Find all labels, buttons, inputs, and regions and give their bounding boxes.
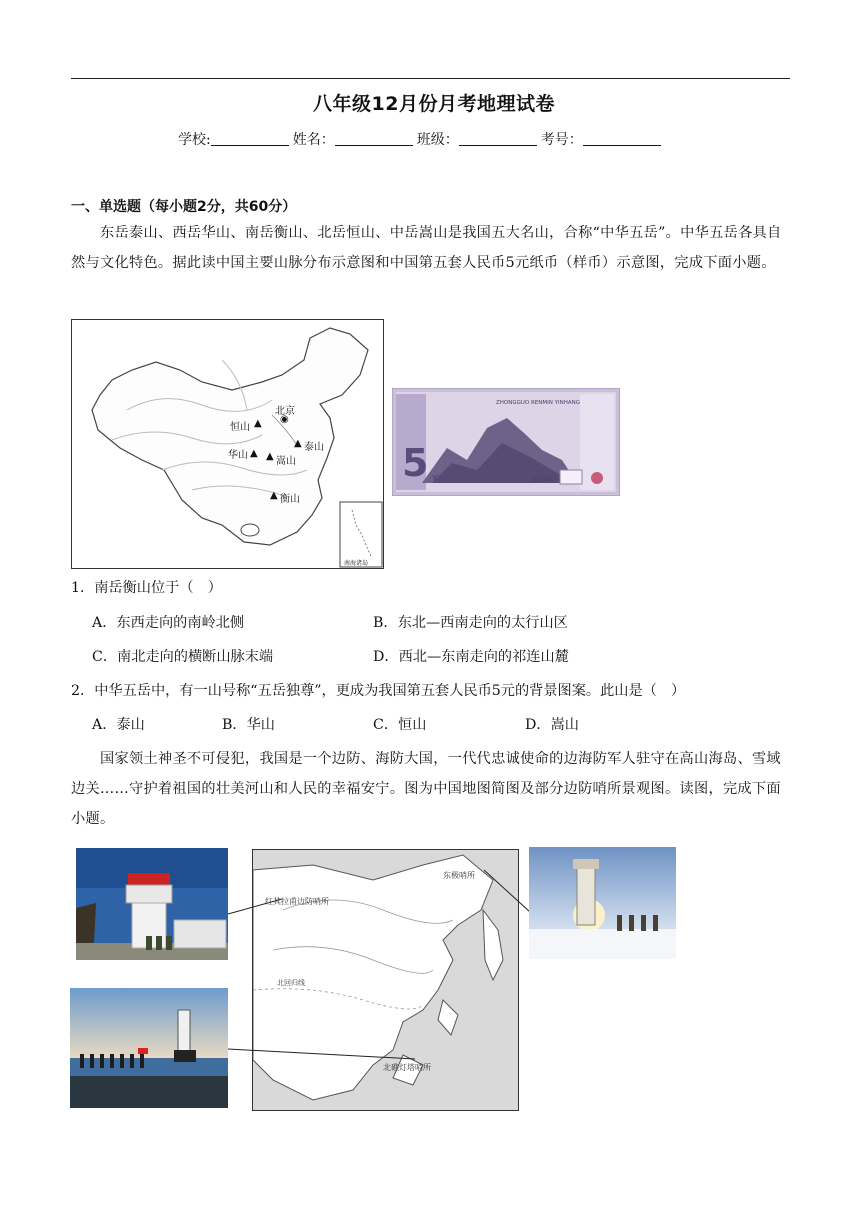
tropic-label: 北回归线 [277,979,305,987]
connector-line-south [228,1049,415,1059]
q1-option-a: A．东西走向的南岭北侧 [92,615,245,631]
passage-1: 东岳泰山、西岳华山、南岳衡山、北岳恒山、中岳嵩山是我国五大名山，合称“中华五岳”。中华五岳各具自然与文化特色。据此读中国主要山脉分布示意图和中国第五套人民币5元纸币（样币）示意图，完成下面小题。 [71,225,782,271]
exam-no-label: 考号： [540,132,583,148]
banknote-year: 2020年 [532,477,554,484]
q1-option-d: D．西北—东南走向的祁连山麓 [373,649,569,665]
hengshan-south-label: 衡山 [280,494,300,505]
snow-sentry-image [529,847,676,959]
name-label: 姓名： [292,132,335,148]
inset-label: 南海诸岛 [344,560,369,567]
banknote-digit: 5 [402,441,429,485]
hengshan-north-label: 恒山 [230,422,250,433]
taishan-label: 泰山 [304,442,324,453]
connector-line-northeast [484,870,530,912]
banknote-top-text: ZHONGGUO RENMIN YINHANG [496,400,580,406]
huashan-label: 华山 [228,450,248,461]
q2-option-d: D．嵩山 [525,717,579,733]
mountain-marker-icon: ▲ [254,418,262,429]
page-title: 八年级12月份月考地理试卷 [313,93,555,115]
mountain-marker-icon: ▲ [266,451,274,462]
q2-option-c: C．恒山 [373,717,427,733]
mountain-marker-icon: ▲ [250,448,258,459]
q1-option-c: C．南北走向的横断山脉末端 [92,649,274,665]
south-post-label: 北礁灯塔哨所 [383,1063,431,1072]
question-2-stem: 2．中华五岳中，有一山号称“五岳独尊”，更成为我国第五套人民币5元的背景图案。此山是（ ） [71,683,686,699]
northwest-post-label: 红其拉甫边防哨所 [265,897,329,906]
class-label: 班级： [416,132,459,148]
capital-symbol-icon: ◉ [280,414,289,425]
q1-option-b: B．东北—西南走向的太行山区 [373,615,568,631]
mountain-marker-icon: ▲ [294,438,302,449]
connector-line-northwest [228,899,282,914]
songshan-label: 嵩山 [276,456,296,467]
section-heading: 一、单选题（每小题2分，共60分） [71,199,297,215]
passage-2: 国家领土神圣不可侵犯，我国是一个边防、海防大国，一代代忠诚使命的边海防军人驻守在高山海岛、雪域边关……守护着祖国的壮美河山和人民的幸福安宁。图为中国地图简图及部分边防哨所景观图。读图，完成下面小题。 [71,751,781,827]
banknote-yuan: YUAN [432,474,457,483]
northeast-post-label: 东极哨所 [443,871,475,880]
beijing-label: 北京 [275,406,295,417]
school-label: 学校: [178,132,211,148]
q2-option-b: B．华山 [222,717,275,733]
question-1-stem: 1．南岳衡山位于（ ） [71,580,222,596]
q2-option-a: A．泰山 [92,717,145,733]
sentry-post-photo-northeast [529,847,676,959]
mountain-marker-icon: ▲ [270,490,278,501]
